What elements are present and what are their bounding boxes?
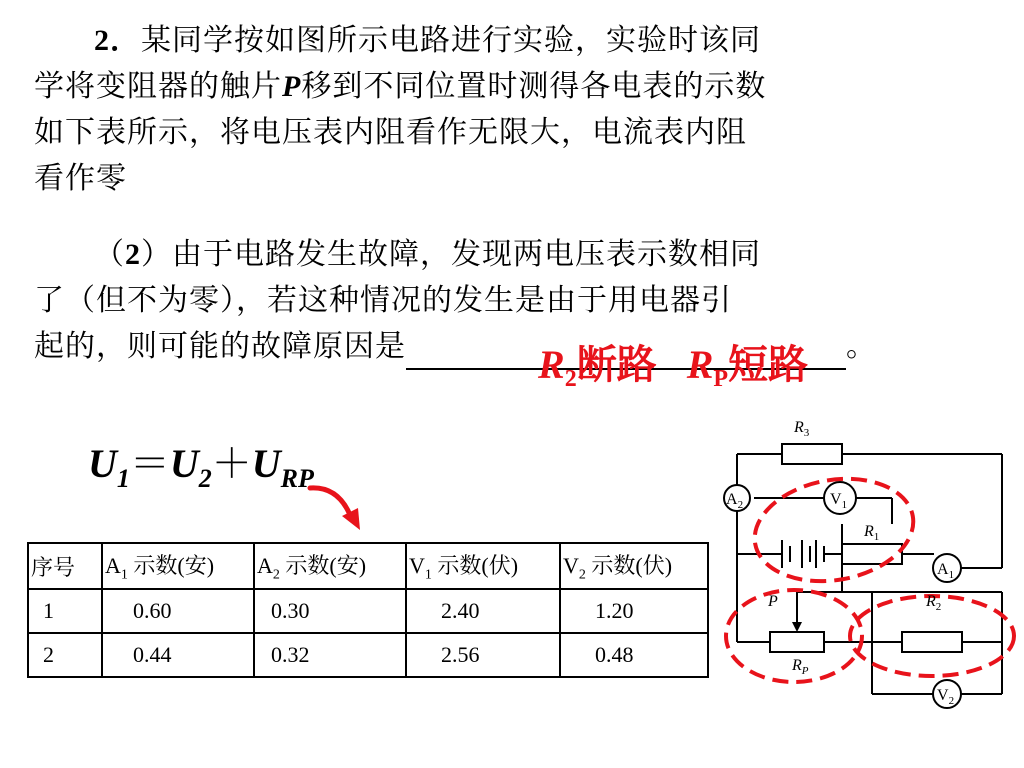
question-line-3: 如下表所示，将电压表内阻看作无限大，电流表内阻 [34,115,747,150]
label-a1: A [937,561,949,578]
sub-question-line-2: 了（但不为零），若这种情况的发生是由于用电器引 [34,283,732,318]
eq-u1-sub: 1 [116,464,130,493]
label-r3: R [794,419,804,436]
header-v1 [406,543,560,589]
sub-question-end: 。 [846,329,877,364]
eq-u3: U [251,441,281,486]
sub-question [34,232,994,370]
resistor-r2 [902,632,962,652]
eq-equals: ＝ [129,441,170,487]
sub-question-number: 2 [125,238,141,271]
question-line-4: 看作零 [34,161,127,196]
label-p: P [768,593,778,610]
label-v2: V [937,687,949,704]
label-a2: A [726,491,738,508]
header-index [28,543,102,589]
question-var-p: P [282,70,302,103]
header-a1-sub: 1 [120,567,128,583]
cell-v1: 2.40 [406,589,560,633]
header-v2-text: 示数(伏) [585,552,673,578]
sub-question-close: ） [141,237,172,272]
header-index-label: 序号 [31,554,76,580]
row-index: 1 [28,589,102,633]
cell-a2: 0.32 [254,633,406,677]
sub-question-line-3: 起的，则可能的故障原因是 [34,329,406,364]
answer-r2-sub: 2 [564,366,577,392]
header-a2 [254,543,406,589]
voltage-equation [88,432,314,493]
header-a2-letter: A [257,552,273,578]
label-a1-sub: 1 [948,569,955,581]
eq-u2-sub: 2 [198,464,212,493]
circuit-diagram [712,412,1024,714]
svg-text:RP [791,657,809,677]
header-v2-sub: 2 [578,567,586,583]
label-v1-sub: 1 [841,499,848,511]
eq-plus: ＋ [211,441,252,487]
cell-v1: 2.56 [406,633,560,677]
answer-r2-text: 断路 [576,342,657,388]
label-r1: R [864,523,874,540]
label-rp: R [792,657,802,674]
question-number: 2． [94,24,141,57]
answer-rp-text: 短路 [728,342,809,388]
header-v1-letter: V [409,552,425,578]
rheostat-rp [770,632,824,652]
label-r2-sub: 2 [935,601,942,613]
cell-v2: 1.20 [560,589,708,633]
header-v1-sub: 1 [424,567,432,583]
answer-rp: R [686,342,714,387]
question-line-2a: 学将变阻器的触片 [34,69,282,104]
answer-text [538,340,808,390]
label-r2: R [926,593,936,610]
resistor-r1 [842,544,902,564]
table-row [28,589,708,633]
header-v1-text: 示数(伏) [431,552,519,578]
label-v1: V [830,491,842,508]
label-v2-sub: 2 [948,695,955,707]
header-a1 [102,543,254,589]
header-v2 [560,543,708,589]
table-row [28,633,708,677]
svg-text:R1 [863,523,879,543]
resistor-r3 [782,444,842,464]
label-r1-sub: 1 [873,531,880,543]
answer-rp-sub: P [713,366,729,392]
header-a2-text: 示数(安) [279,552,367,578]
cell-a1: 0.44 [102,633,254,677]
table-header-row [28,543,708,589]
eq-u2: U [169,441,199,486]
cell-a2: 0.30 [254,589,406,633]
label-r3-sub: 3 [803,427,810,439]
question-line-2b: 移到不同位置时测得各电表的示数 [301,69,767,104]
meter-readings-table [27,542,709,678]
header-a1-letter: A [105,552,121,578]
svg-text:R3 [793,419,810,439]
header-v2-letter: V [563,552,579,578]
eq-u3-sub: RP [280,464,314,493]
row-index: 2 [28,633,102,677]
cell-a1: 0.60 [102,589,254,633]
header-a2-sub: 2 [272,567,280,583]
question-line-1: 某同学按如图所示电路进行实验，实验时该同 [141,23,761,58]
header-a1-text: 示数(安) [127,552,215,578]
label-a2-sub: 2 [737,499,744,511]
cell-v2: 0.48 [560,633,708,677]
label-rp-sub: P [801,665,809,677]
sub-question-open: （ [94,237,125,272]
sub-question-line-1: 由于电路发生故障，发现两电压表示数相同 [172,237,761,272]
answer-r2: R [538,342,565,387]
curved-arrow-icon [300,478,370,538]
problem-statement [34,18,994,202]
eq-u1: U [88,441,117,486]
